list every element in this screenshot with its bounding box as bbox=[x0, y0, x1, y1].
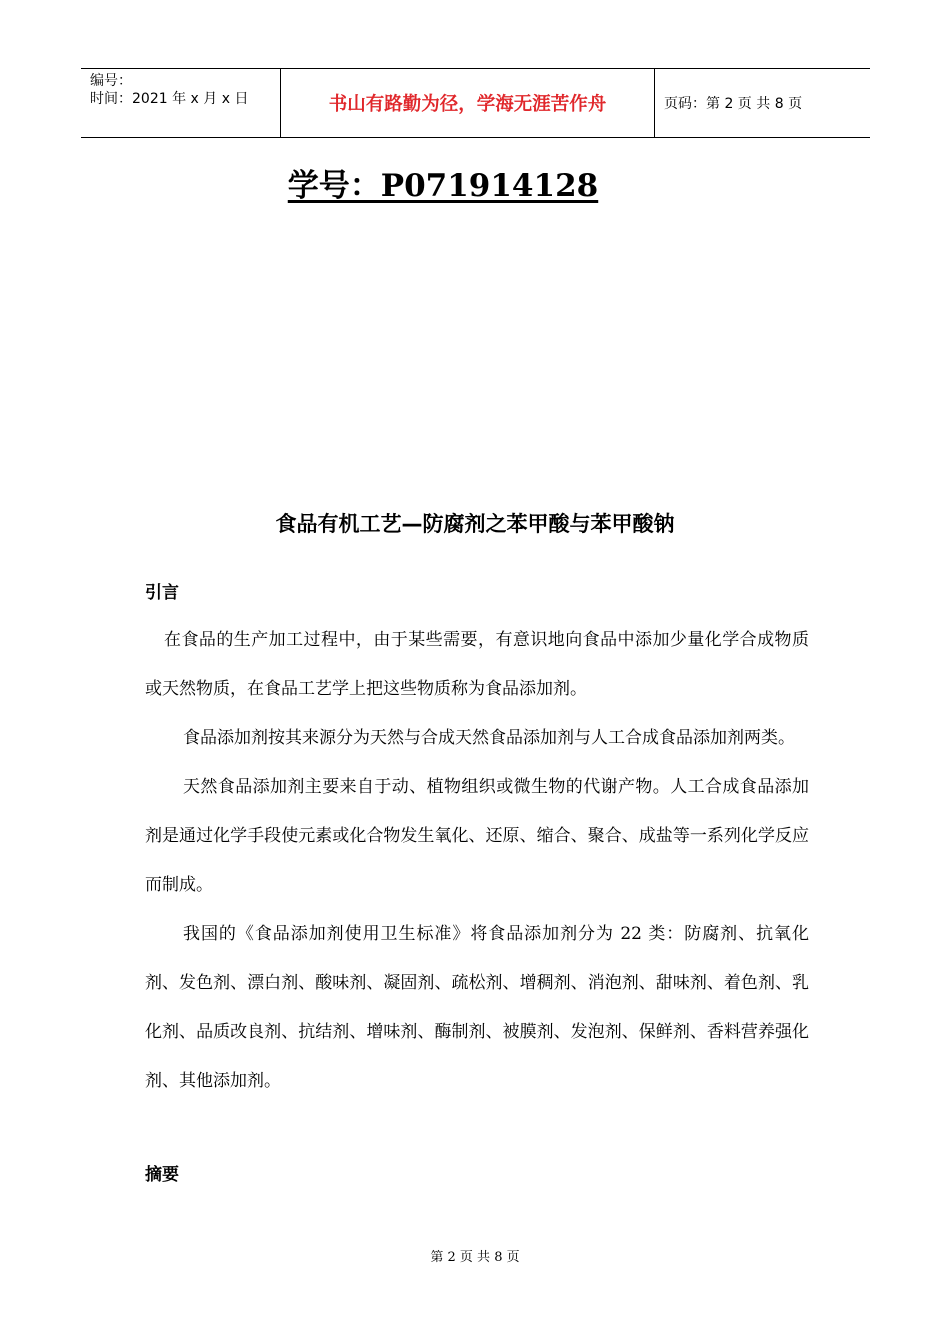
header-page-label: 页码：第 2 页 共 8 页 bbox=[664, 96, 803, 112]
student-id-text: 学号：P071914128 bbox=[287, 168, 599, 204]
page-footer: 第 2 页 共 8 页 bbox=[430, 1250, 520, 1265]
section-heading-abstract: 摘要 bbox=[145, 1165, 179, 1185]
time-label: 时间：2021 年 x 月 x 日 bbox=[90, 91, 249, 107]
section-heading-intro: 引言 bbox=[145, 583, 179, 603]
page-header bbox=[81, 68, 870, 138]
paragraph: 食品添加剂按其来源分为天然与合成天然食品添加剂与人工合成食品添加剂两类。 bbox=[183, 728, 795, 748]
body-text bbox=[145, 616, 809, 1106]
number-label: 编号： bbox=[90, 73, 132, 89]
document-title: 食品有机工艺—防腐剂之苯甲酸与苯甲酸钠 bbox=[275, 512, 675, 536]
header-motto: 书山有路勤为径，学海无涯苦作舟 bbox=[281, 69, 655, 137]
header-info bbox=[81, 69, 281, 137]
student-id bbox=[0, 160, 886, 205]
paragraph: 在食品的生产加工过程中，由于某些需要，有意识地向食品中添加少量化学合成物质或天然物质，在食品工艺学上把这些物质称为食品添加剂。 bbox=[145, 630, 809, 699]
paragraph: 天然食品添加剂主要来自于动、植物组织或微生物的代谢产物。人工合成食品添加剂是通过化学手段使元素或化合物发生氧化、还原、缩合、聚合、成盐等一系列化学反应而制成。 bbox=[145, 777, 809, 895]
paragraph: 我国的《食品添加剂使用卫生标准》将食品添加剂分为 22 类：防腐剂、抗氧化剂、发色剂、漂白剂、酸味剂、凝固剂、疏松剂、增稠剂、消泡剂、甜味剂、着色剂、乳化剂、品质改良剂、抗结剂、增味剂、酶制剂、被膜剂、发泡剂、保鲜剂、香料营养强化剂、其他添加剂。 bbox=[145, 924, 809, 1091]
